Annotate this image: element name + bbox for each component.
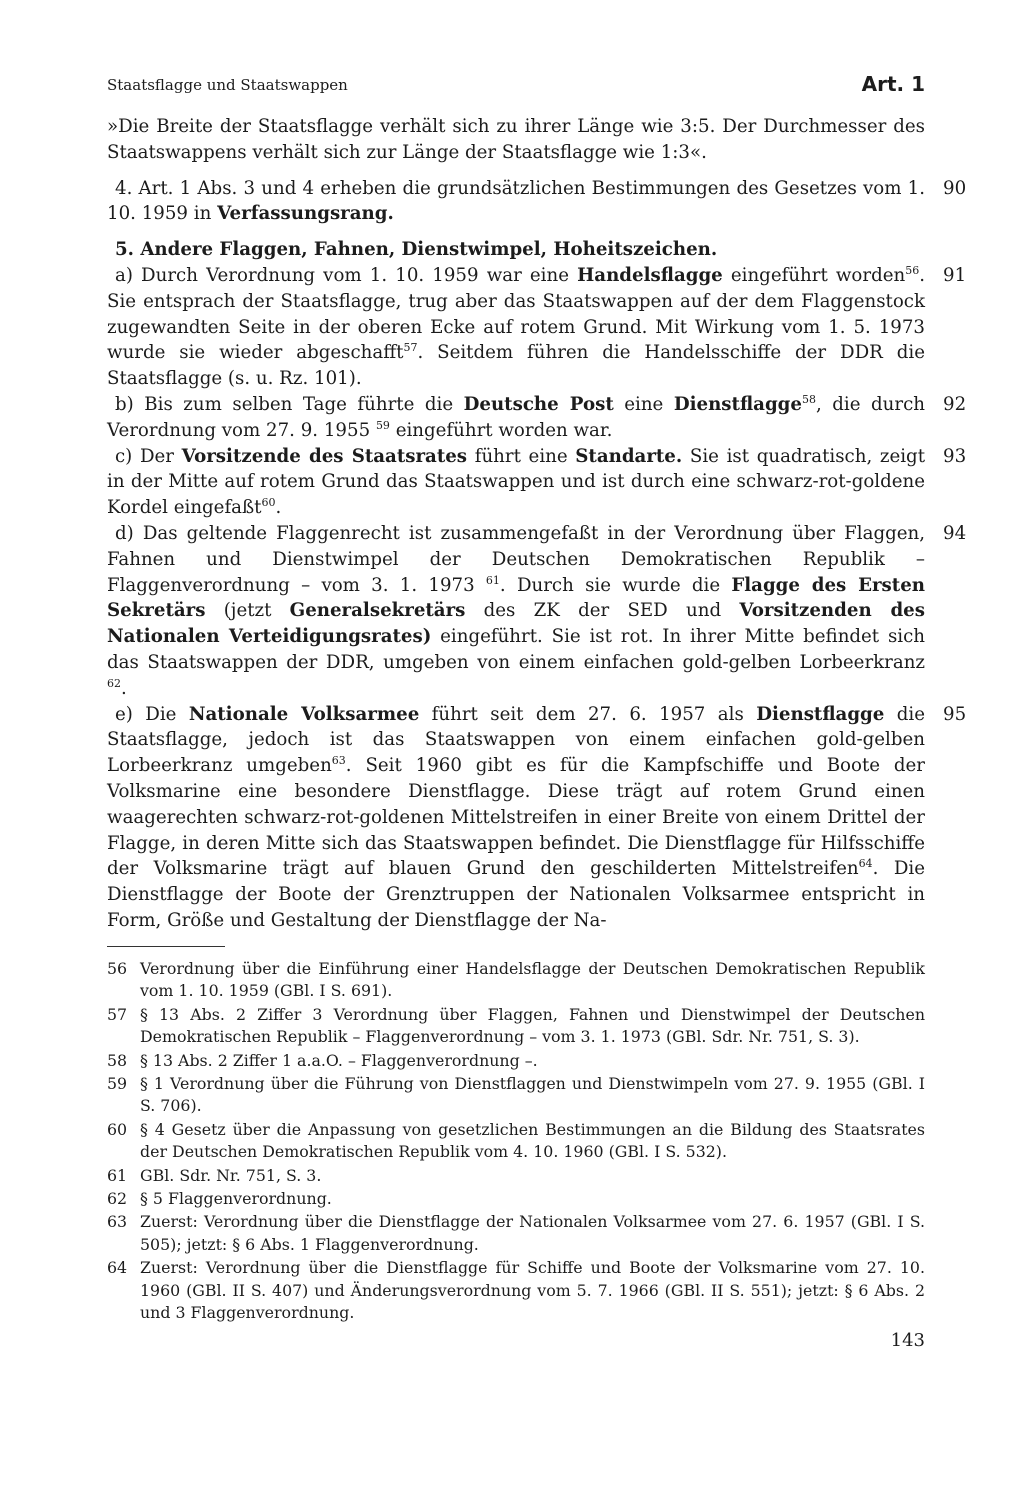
quote-paragraph: »Die Breite der Staatsflagge verhält sich zu ihrer Länge wie 3:5. Der Durchmesser des Staatswappens verhält sich zur Länge der Staatsflagge wie 1:3«.: [107, 116, 925, 163]
footnote-ref[interactable]: 57: [403, 341, 418, 355]
footnote-ref[interactable]: 64: [858, 857, 873, 871]
footnotes: [107, 958, 925, 1326]
margin-number: 92: [943, 393, 967, 415]
page-number: 143: [890, 1330, 925, 1351]
footnote: 56 Verordnung über die Einführung einer Handelsflagge der Deutschen Demokratischen Republik vom 1. 10. 1959 (GBl. I S. 691).: [107, 959, 925, 1001]
footnote: 64 Zuerst: Verordnung über die Dienstflagge für Schiffe und Boote der Volksmarine vom 27. 10. 1960 (GBl. II S. 407) und Änderungsverordnung vom 5. 7. 1966 (GBl. II S. 551); jetzt: § 6 Abs. 2 und 3 Flaggenverordnung.: [107, 1258, 925, 1323]
paragraph-93: 93 c) Der Vorsitzende des Staatsrates führt eine Standarte. Sie ist quadratisch, zeigt in der Mitte auf rotem Grund das Staatswappen und ist durch eine schwarz-rot-goldene Kordel eingefaßt$^{60}$.: [107, 445, 967, 519]
margin-number: 94: [943, 522, 967, 544]
footnote-divider: [107, 946, 225, 947]
margin-number: 95: [943, 703, 967, 725]
footnote-ref[interactable]: 61: [485, 573, 500, 587]
footnote: 59 § 1 Verordnung über die Führung von Dienstflaggen und Dienstwimpeln vom 27. 9. 1955 (GBl. I S. 706).: [107, 1074, 925, 1116]
footnote-ref[interactable]: 56: [905, 263, 920, 277]
margin-number: 93: [943, 445, 967, 467]
paragraph-90: 90 4. Art. 1 Abs. 3 und 4 erheben die grundsätzlichen Bestimmungen des Gesetzes vom 1. 10. 1959 in Verfassungsrang.: [107, 177, 967, 225]
main-text: [107, 114, 967, 934]
margin-number: 90: [943, 177, 967, 199]
footnote-ref[interactable]: 60: [261, 496, 276, 510]
footnote: 63 Zuerst: Verordnung über die Dienstflagge der Nationalen Volksarmee vom 27. 6. 1957 (GBl. I S. 505); jetzt: § 6 Abs. 1 Flaggenverordnung.: [107, 1212, 925, 1254]
footnote: 58 § 13 Abs. 2 Ziffer 1 a.a.O. – Flaggenverordnung –.: [107, 1050, 538, 1070]
footnote: 57 § 13 Abs. 2 Ziffer 3 Verordnung über Flaggen, Fahnen und Dienstwimpel der Deutschen Demokratischen Republik – Flaggenverordnung – vom 3. 1. 1973 (GBl. Sdr. Nr. 751, S. 3).: [107, 1004, 925, 1047]
footnote: 62 § 5 Flaggenverordnung.: [107, 1189, 332, 1209]
footnote-ref[interactable]: 63: [331, 754, 346, 768]
footnote: 61 GBl. Sdr. Nr. 751, S. 3.: [107, 1165, 322, 1185]
paragraph-94: 94 d) Das geltende Flaggenrecht ist zusammengefaßt in der Verordnung über Flaggen, Fahnen und Dienstwimpel der Deutschen Demokratischen Republik – Flaggenverordnung – vom 3. 1. 1973 $^{61}$. Durch sie wurde die Flagge des Ersten Sekretärs (jetzt Generalsekretärs des ZK der SED und Vorsitzenden des Nationalen Verteidigungsrates) eingeführt. Sie ist rot. In ihrer Mitte befindet sich das Staatswappen der DDR, umgeben von einem einfachen gold-gelben Lorbeerkranz $^{62}$.: [107, 522, 967, 699]
running-title: Staatsflagge und Staatswappen: [107, 76, 348, 94]
footnote-ref[interactable]: 62: [107, 676, 121, 690]
footnote-ref[interactable]: 58: [801, 392, 816, 406]
footnote-ref[interactable]: 59: [375, 418, 390, 432]
margin-number: 91: [943, 264, 967, 286]
section-heading: 5. Andere Flaggen, Fahnen, Dienstwimpel, Hoheitszeichen.: [115, 239, 718, 261]
page-header: [107, 72, 925, 102]
footnote: 60 § 4 Gesetz über die Anpassung von gesetzlichen Bestimmungen an die Bildung des Staatsrates der Deutschen Demokratischen Republik vom 4. 10. 1960 (GBl. I S. 532).: [107, 1119, 925, 1162]
paragraph-92: 92 b) Bis zum selben Tage führte die Deutsche Post eine Dienstflagge$^{58}$, die durch Verordnung vom 27. 9. 1955 $^{59}$ eingeführt worden war.: [107, 392, 967, 441]
paragraph-95: 95 e) Die Nationale Volksarmee führt seit dem 27. 6. 1957 als Dienstflagge die Staatsflagge, jedoch ist das Staatswappen von einem einfachen gold-gelben Lorbeerkranz umgeben$^{63}$. Seit 1960 gibt es für die Kampfschiffe und Boote der Volksmarine eine besondere Dienstflagge. Diese trägt auf rotem Grund einen waagerechten schwarz-rot-goldenen Mittelstreifen in einer Breite von einem Drittel der Flagge, in deren Mitte sich das Staatswappen befindet. Die Dienstflagge für Hilfsschiffe der Volksmarine trägt auf blauen Grund den geschilderten Mittelstreifen$^{64}$. Die Dienstflagge der Boote der Grenztruppen der Nationalen Volksarmee entspricht in Form, Größe und Gestaltung der Dienstflagge der Na-: [107, 703, 967, 931]
paragraph-91: 91 a) Durch Verordnung vom 1. 10. 1959 war eine Handelsflagge eingeführt worden$^{56}$. Sie entsprach der Staatsflagge, trug aber das Staatswappen auf der dem Flaggenstock zugewandten Seite in der oberen Ecke auf rotem Grund. Mit Wirkung vom 1. 5. 1973 wurde sie wieder abgeschafft$^{57}$. Seitdem führen die Handelsschiffe der DDR die Staatsflagge (s. u. Rz. 101).: [107, 263, 967, 390]
article-label: Art. 1: [861, 72, 925, 96]
